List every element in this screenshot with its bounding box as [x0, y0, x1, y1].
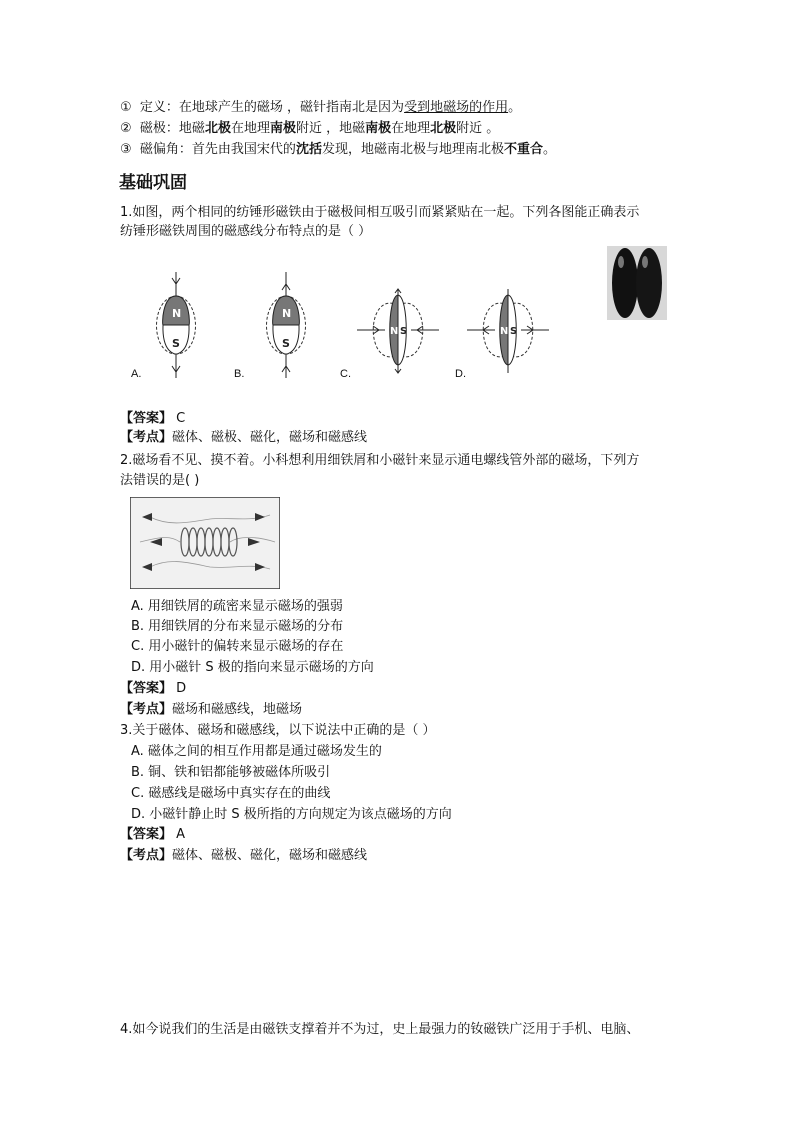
q2-text-1: 2.磁场看不见、摸不着。小科想利用细铁屑和小磁针来显示通电螺线管外部的磁场，下列方: [120, 453, 640, 468]
pole-s-label: S: [400, 326, 408, 337]
pole-s-label: S: [510, 326, 518, 337]
q2-knowledge-point: 【考点】磁场和磁感线，地磁场: [120, 702, 303, 717]
pole-n-label: N: [282, 307, 292, 320]
pole-n-label: N: [390, 326, 399, 337]
pole-s-label: S: [172, 337, 180, 350]
pole-n-label: N: [172, 307, 182, 320]
q2-text-2: 法错误的是( ): [120, 473, 200, 488]
q1-option-b[interactable]: B.: [234, 368, 245, 380]
q2-answer: 【答案】 D: [120, 681, 187, 696]
pole-n-label: N: [500, 326, 509, 337]
q1-figure-a: [140, 270, 220, 382]
q1-answer: 【答案】 C: [120, 411, 186, 426]
section-title: 基础巩固: [119, 173, 187, 193]
q3-option-a[interactable]: A. 磁体之间的相互作用都是通过磁场发生的: [131, 744, 382, 759]
q2-option-d[interactable]: D. 用小磁针 S 极的指向来显示磁场的方向: [131, 660, 374, 675]
q3-option-c[interactable]: C. 磁感线是磁场中真实存在的曲线: [131, 786, 331, 801]
q2-option-c[interactable]: C. 用小磁针的偏转来显示磁场的存在: [131, 639, 344, 654]
q4-text-1: 4.如今说我们的生活是由磁铁支撑着并不为过，史上最强力的钕磁铁广泛用于手机、电脑、: [120, 1022, 640, 1037]
q3-answer: 【答案】 A: [120, 827, 186, 842]
q2-option-b[interactable]: B. 用细铁屑的分布来显示磁场的分布: [131, 619, 344, 634]
q2-option-a[interactable]: A. 用细铁屑的疏密来显示磁场的强弱: [131, 599, 343, 614]
q1-text-2: 纺锤形磁铁周围的磁感线分布特点的是（ ）: [120, 224, 372, 239]
q1-figure-b: [250, 270, 330, 382]
q3-knowledge-point: 【考点】磁体、磁极、磁化，磁场和磁感线: [120, 848, 368, 863]
q1-option-d[interactable]: D.: [455, 368, 466, 380]
q1-knowledge-point: 【考点】磁体、磁极、磁化，磁场和磁感线: [120, 430, 368, 445]
magnet-photo: [607, 246, 667, 320]
q1-option-a[interactable]: A.: [131, 368, 142, 380]
q3-text-1: 3.关于磁体、磁场和磁感线，以下说法中正确的是（ ）: [120, 723, 436, 738]
intro-line-2: ② 磁极：地磁北极在地理南极附近 ，地磁南极在地理北极附近 。: [120, 121, 500, 136]
q3-option-b[interactable]: B. 铜、铁和铝都能够被磁体所吸引: [131, 765, 331, 780]
pole-s-label: S: [282, 337, 290, 350]
intro-line-3: ③ 磁偏角：首先由我国宋代的沈括发现，地磁南北极与地理南北极不重合。: [120, 142, 556, 157]
solenoid-photo: [130, 497, 280, 589]
intro-line-1: ① 定义：在地球产生的磁场 ，磁针指南北是因为受到地磁场的作用。: [120, 100, 522, 115]
q1-figure-d: [465, 285, 551, 377]
q1-option-c[interactable]: C.: [340, 368, 351, 380]
q1-text-1: 1.如图，两个相同的纺锤形磁铁由于磁极间相互吸引而紧紧贴在一起。下列各图能正确表示: [120, 205, 640, 220]
q1-figure-c: [355, 285, 441, 377]
q3-option-d[interactable]: D. 小磁针静止时 S 极所指的方向规定为该点磁场的方向: [131, 807, 452, 822]
